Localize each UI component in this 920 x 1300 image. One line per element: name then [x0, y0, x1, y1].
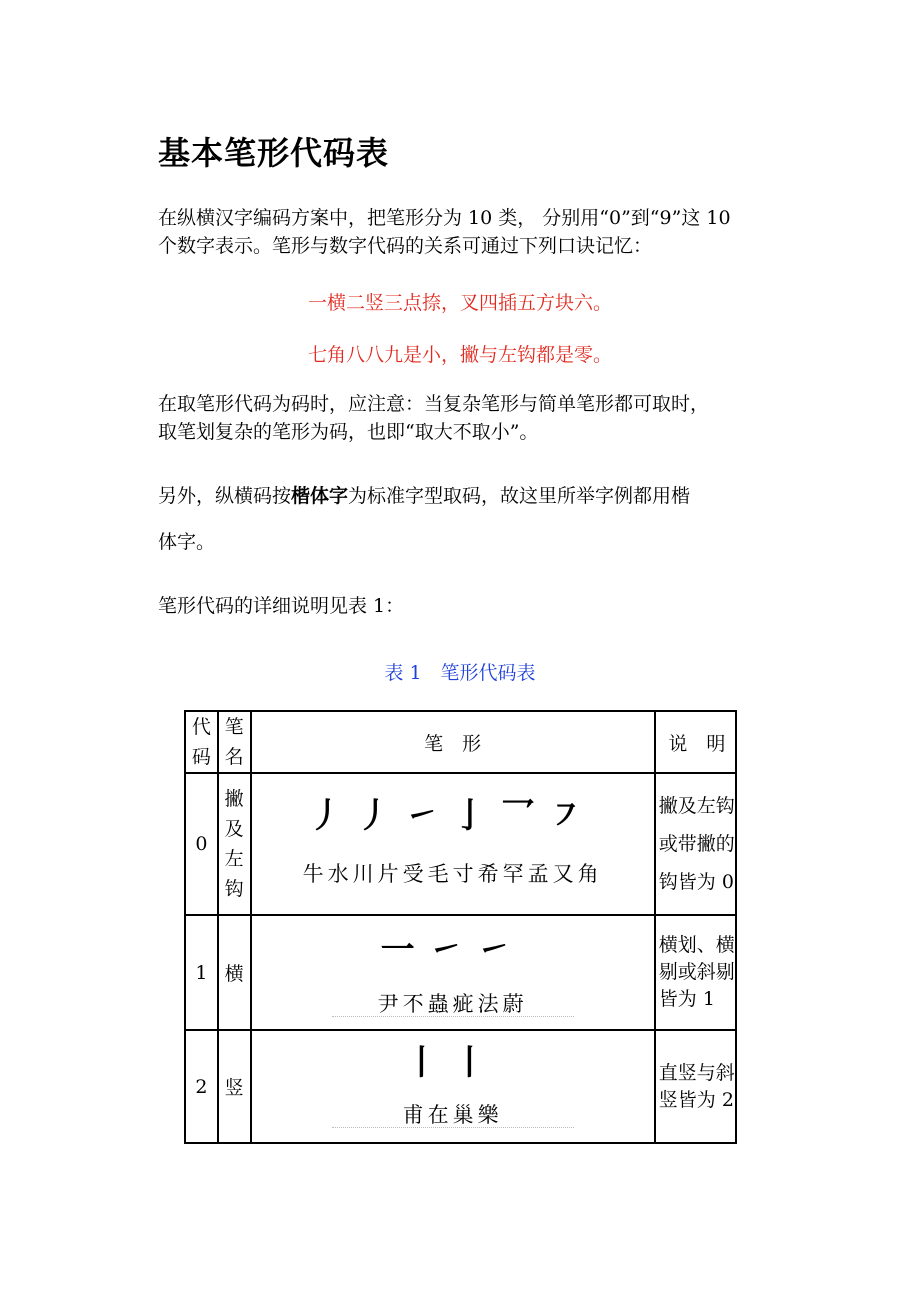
stroke-code-table — [184, 710, 737, 1144]
note-bold-term: 楷体字 — [291, 485, 349, 507]
table-row — [185, 773, 736, 915]
header-code: 代 码 — [185, 711, 218, 773]
note-line-1 — [158, 482, 690, 510]
row-2-name: 竖 — [218, 1030, 251, 1143]
row-0-desc: 撇及左钩或带撇的钩皆为 0 — [655, 773, 736, 915]
rhyme-line-1: 一横二竖三点捺，叉四插五方块六。 — [307, 292, 612, 314]
dotted-divider — [332, 1127, 574, 1128]
row-2-desc: 直竖与斜竖皆为 2 — [655, 1030, 736, 1143]
row-0-code: 0 — [185, 773, 218, 915]
note-post: 为标准字型取码，故这里所举字例都用楷 — [348, 485, 691, 507]
table-caption: 表 1 笔形代码表 — [384, 662, 536, 684]
row-1-examples: 尹不蟲疵法蔚 — [377, 992, 528, 1016]
row-1-shape — [251, 915, 655, 1030]
table-header-row — [185, 711, 736, 773]
row-2-examples: 甫在巢樂 — [402, 1103, 503, 1127]
intro-line-2: 个数字表示。笔形与数字代码的关系可通过下列口诀记忆： — [158, 235, 653, 257]
note-pre: 另外，纵横码按 — [158, 485, 292, 507]
table-row — [185, 1030, 736, 1143]
header-desc: 说 明 — [655, 711, 736, 773]
row-0-name: 撇 及 左 钩 — [218, 773, 251, 915]
header-name: 笔 名 — [218, 711, 251, 773]
note-line-2: 体字。 — [158, 531, 216, 553]
table-row — [185, 915, 736, 1030]
rule-line-1: 在取笔形代码为码时，应注意：当复杂笔形与简单笔形都可取时， — [158, 393, 710, 415]
dotted-divider — [332, 1016, 574, 1017]
row-1-glyphs: 一㇀㇀ — [380, 930, 525, 970]
row-2-code: 2 — [185, 1030, 218, 1143]
rhyme-line-2: 七角八八九是小，撇与左钩都是零。 — [307, 344, 612, 366]
page-title: 基本笔形代码表 — [158, 134, 390, 172]
see-table-text: 笔形代码的详细说明见表 1： — [158, 595, 405, 617]
header-shape: 笔 形 — [251, 711, 655, 773]
row-1-code: 1 — [185, 915, 218, 1030]
row-1-desc: 横划、横剔或斜剔皆为 1 — [655, 915, 736, 1030]
row-1-name: 横 — [218, 915, 251, 1030]
row-0-examples: 牛水川片受毛寸希罕孟又角 — [302, 862, 603, 886]
row-0-glyphs: 丿丿㇀亅乛㇇ — [308, 796, 597, 836]
row-0-shape — [251, 773, 655, 915]
intro-line-1: 在纵横汉字编码方案中，把笔形分为 10 类， 分别用“0”到“9”这 10 — [158, 207, 731, 229]
row-2-glyphs: 丨丨 — [404, 1043, 501, 1083]
rule-line-2: 取笔划复杂的笔形为码，也即“取大不取小”。 — [158, 421, 539, 443]
row-2-shape — [251, 1030, 655, 1143]
